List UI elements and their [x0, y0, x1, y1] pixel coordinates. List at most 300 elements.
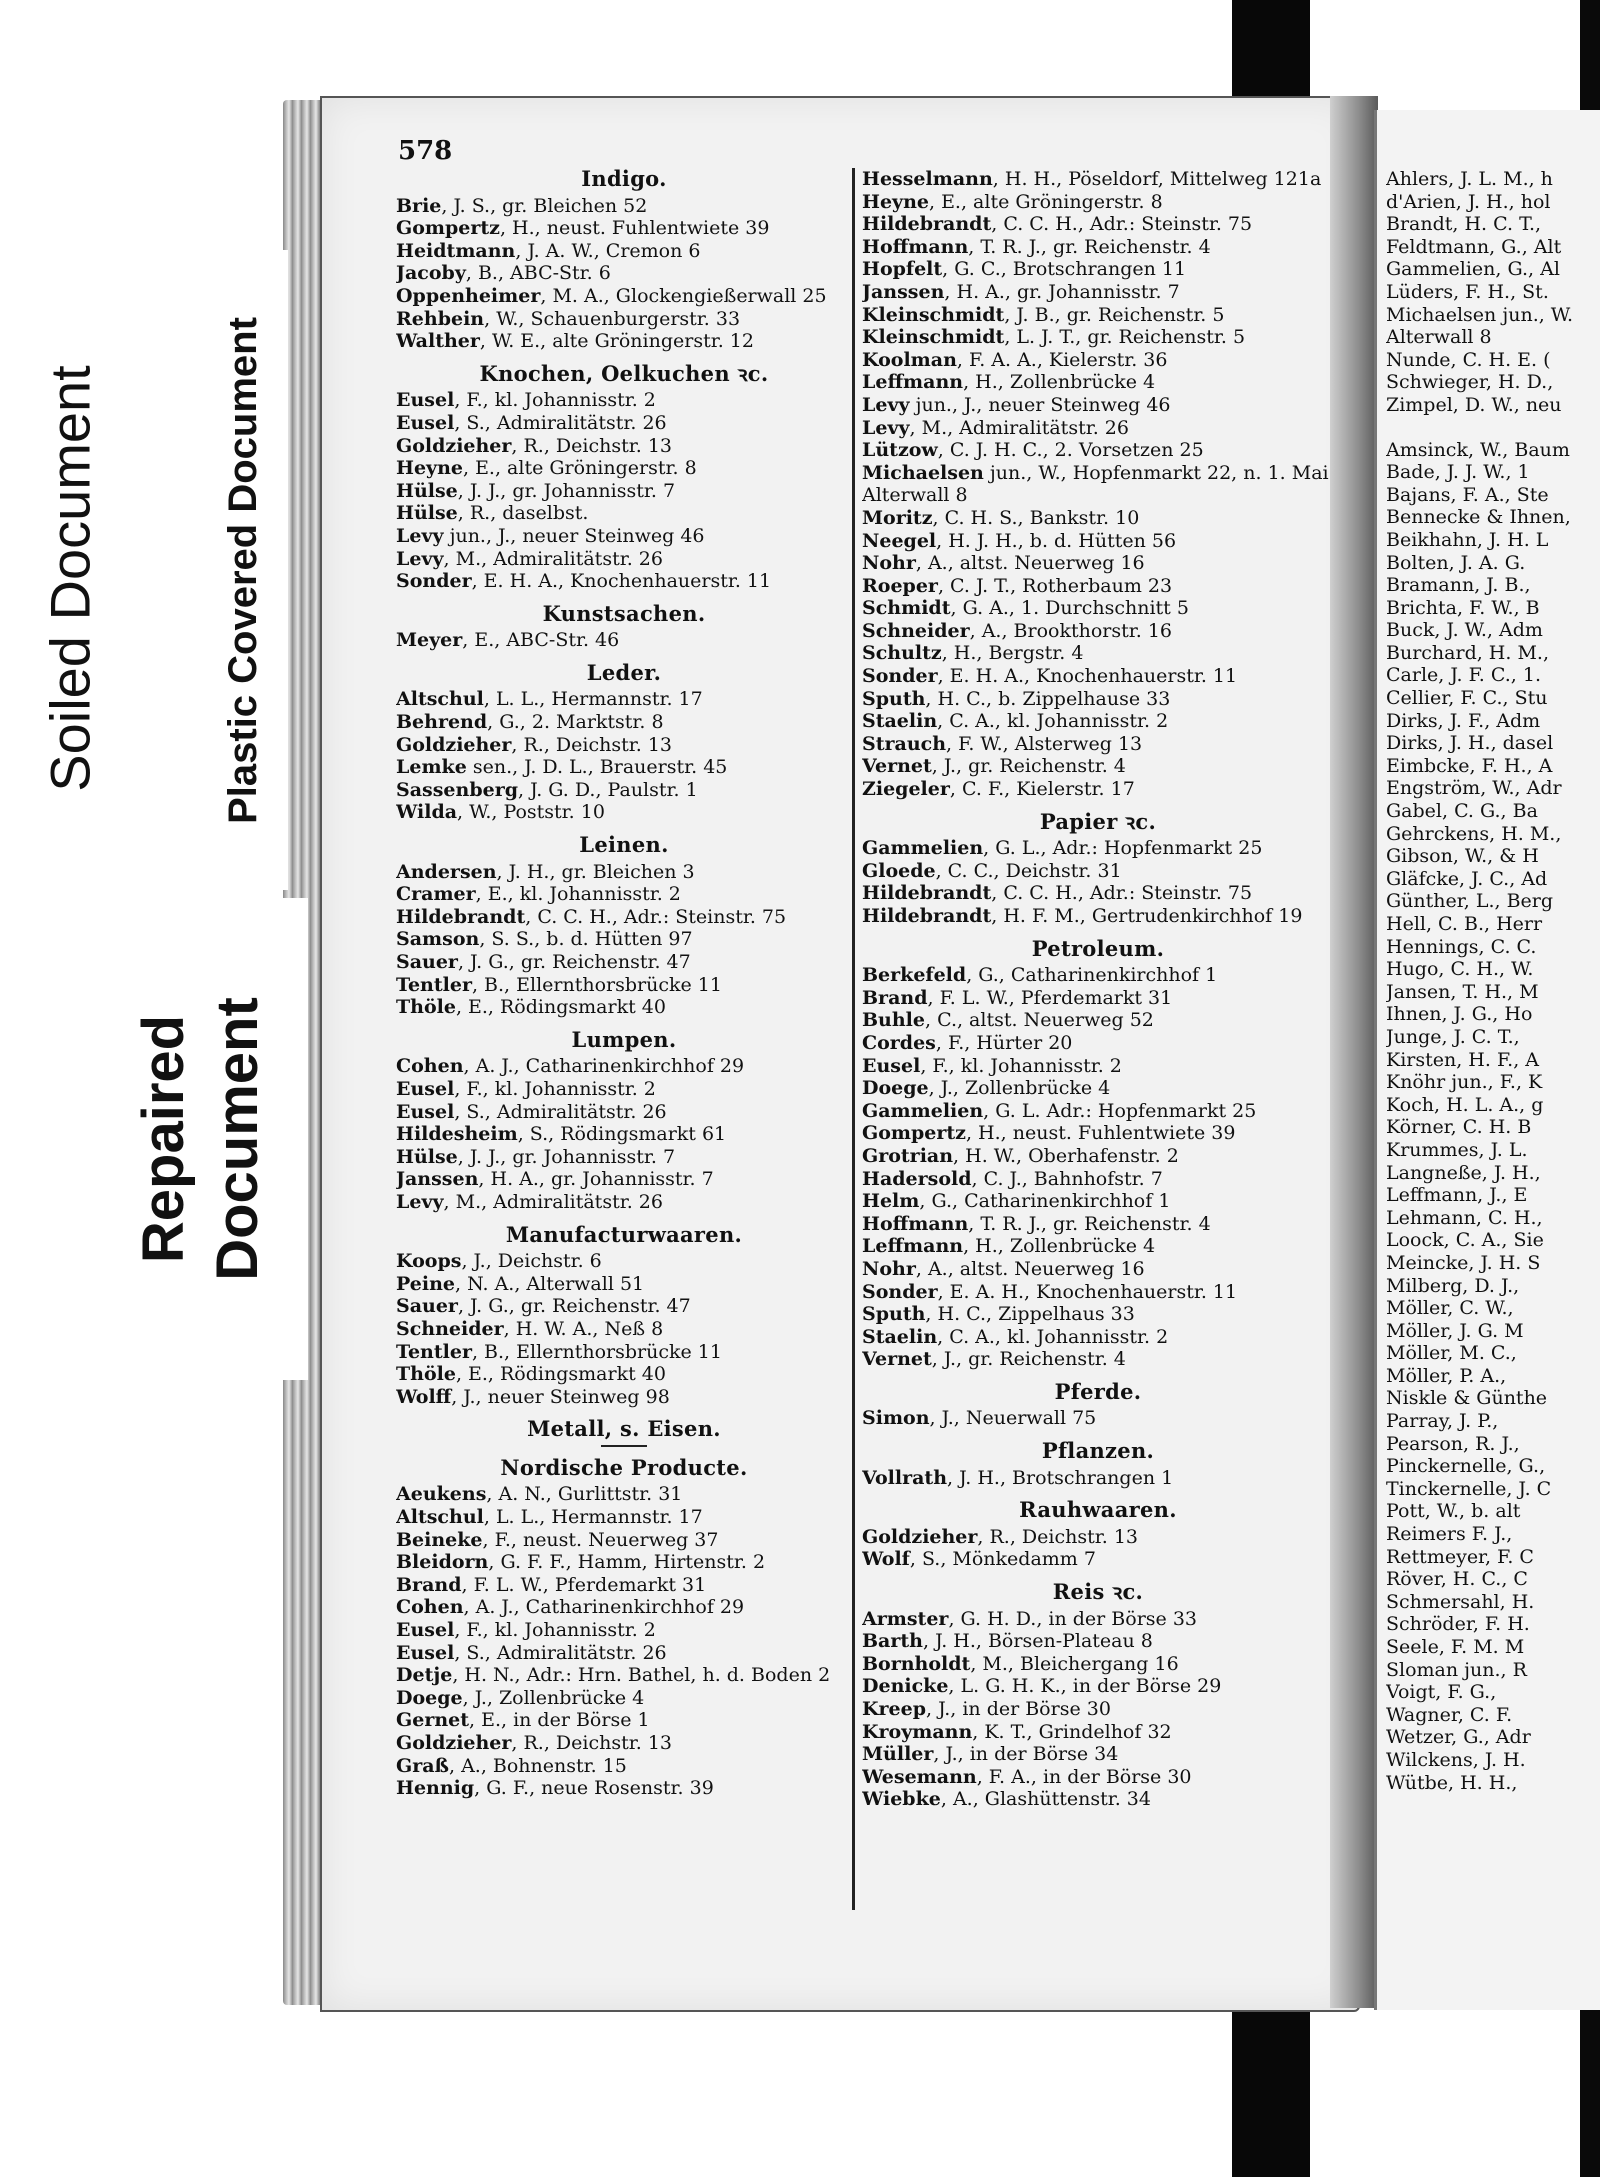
- directory-entry: Gabel, C. G., Ba: [1386, 800, 1538, 823]
- entry-details: , G., Catharinenkirchhof 1: [919, 1190, 1171, 1213]
- entry-details: , J. H., gr. Bleichen 3: [496, 860, 695, 883]
- directory-entry: [396, 974, 852, 997]
- entry-name: Eusel: [862, 1054, 921, 1077]
- entry-details: , G., 2. Marktstr. 8: [487, 711, 664, 734]
- entry-details: , M. A., Glockengießerwall 25: [540, 284, 827, 307]
- directory-entry: [396, 1777, 852, 1800]
- directory-entry: [862, 258, 1334, 281]
- entry-details: , G. L. Adr.: Hopfenmarkt 25: [983, 1099, 1257, 1122]
- entry-name: Wesemann: [862, 1765, 977, 1788]
- directory-entry: [862, 1032, 1334, 1055]
- directory-entry: Carle, J. F. C., 1.: [1386, 664, 1541, 687]
- directory-entry: Möller, C. W.,: [1386, 1297, 1514, 1320]
- entry-name: Neegel: [862, 529, 937, 552]
- section-heading: Reis ꝛc.: [1052, 1579, 1144, 1605]
- entry-name: Walther: [396, 330, 480, 353]
- entry-name: Doege: [396, 1686, 463, 1709]
- entry-details: , A., altst. Neuerweg 16: [915, 1257, 1145, 1280]
- directory-entry: Brichta, F. W., B: [1386, 596, 1540, 619]
- entry-name: Jacoby: [396, 262, 466, 285]
- directory-entry: [396, 1250, 852, 1273]
- entry-name: Lemke: [396, 756, 467, 779]
- directory-entry: [396, 1483, 852, 1506]
- entry-details: , F., kl. Johannisstr. 2: [454, 389, 656, 412]
- entry-details: , C. C. H., Adr.: Steinstr. 75: [525, 905, 787, 928]
- entry-details: , C. C., Deichstr. 31: [935, 859, 1122, 882]
- entry-details: , E., in der Börse 1: [469, 1709, 650, 1732]
- entry-details: , L. G. H. K., in der Börse 29: [948, 1675, 1222, 1698]
- entry-name: Hülse: [396, 479, 458, 502]
- directory-entry: Schröder, F. H.: [1386, 1613, 1530, 1636]
- entry-details: jun., W., Hopfenmarkt 22, n. 1. Mai: [983, 461, 1329, 484]
- entry-details: , S., Mönkedamm 7: [909, 1548, 1096, 1571]
- directory-entry: [396, 389, 852, 412]
- section-heading: Leinen.: [579, 832, 669, 858]
- directory-entry: [396, 240, 852, 263]
- entry-details: sen., J. D. L., Brauerstr. 45: [466, 756, 728, 779]
- entry-details: , J., in der Börse 30: [926, 1698, 1111, 1720]
- directory-entry: [862, 462, 1334, 485]
- entry-details: , N. A., Alterwall 51: [455, 1272, 645, 1295]
- directory-entry: [396, 570, 852, 593]
- entry-details: , H. F. M., Gertrudenkirchhof 19: [991, 905, 1303, 927]
- directory-entry: [396, 1318, 852, 1341]
- directory-entry: [862, 1303, 1334, 1326]
- directory-entry: [862, 1608, 1334, 1631]
- directory-entry: [862, 1281, 1334, 1304]
- directory-entry: [862, 1009, 1334, 1032]
- directory-entry: [862, 1766, 1334, 1789]
- entry-details: , J. G., gr. Reichenstr. 47: [457, 951, 691, 973]
- section-heading: Manufacturwaaren.: [505, 1221, 743, 1247]
- entry-name: Hennig: [396, 1777, 475, 1800]
- entry-name: Hildebrandt: [862, 882, 992, 905]
- entry-name: Aeukens: [396, 1483, 487, 1506]
- entry-details: , R., Deichstr. 13: [511, 434, 672, 457]
- directory-entry: Voigt, F. G.,: [1386, 1681, 1497, 1704]
- entry-details: , J., gr. Reichenstr. 4: [931, 1348, 1126, 1371]
- section-heading: Kunstsachen.: [542, 600, 706, 626]
- directory-entry: [862, 1653, 1334, 1676]
- directory-entry: [862, 1526, 1334, 1549]
- directory-entry: [862, 665, 1334, 688]
- directory-entry: Günther, L., Berg: [1386, 890, 1554, 913]
- entry-name: Goldzieher: [396, 733, 512, 756]
- entry-details: , S. S., b. d. Hütten 97: [479, 928, 693, 951]
- left-column: [396, 168, 852, 1800]
- entry-name: Goldzieher: [862, 1525, 978, 1548]
- entry-details: , J., Zollenbrücke 4: [462, 1686, 645, 1709]
- directory-entry: [396, 1146, 852, 1169]
- entry-details: , W. E., alte Gröningerstr. 12: [479, 330, 754, 353]
- directory-entry: [396, 734, 852, 757]
- entry-details: , R., Deichstr. 13: [511, 1732, 672, 1754]
- section-heading: Metall, s. Eisen.: [527, 1416, 721, 1442]
- entry-name: Armster: [862, 1607, 949, 1630]
- directory-entry: Zimpel, D. W., neu: [1386, 393, 1562, 416]
- entry-name: Simon: [862, 1407, 930, 1430]
- directory-entry: [862, 1055, 1334, 1078]
- directory-entry: [862, 778, 1334, 801]
- entry-name: Vollrath: [862, 1466, 948, 1489]
- entry-details: , J. J., gr. Johannisstr. 7: [457, 1145, 676, 1168]
- entry-details: , L. L., Hermannstr. 17: [483, 688, 703, 711]
- entry-name: Janssen: [396, 1168, 479, 1191]
- directory-entry: Röver, H. C., C: [1386, 1568, 1528, 1591]
- entry-details: , G. F. F., Hamm, Hirtenstr. 2: [488, 1551, 766, 1574]
- directory-entry: [396, 1506, 852, 1529]
- directory-entry: Bennecke & Ihnen,: [1386, 506, 1571, 529]
- entry-name: Sonder: [862, 1280, 938, 1303]
- entry-details: , E. H. A., Knochenhauerstr. 11: [937, 665, 1238, 688]
- entry-gap: [1386, 417, 1600, 439]
- directory-entry: [862, 191, 1334, 214]
- directory-entry: [862, 417, 1334, 440]
- directory-entry: Gammelien, G., Al: [1386, 258, 1560, 281]
- entry-details: Alterwall 8: [862, 484, 968, 507]
- entry-name: Tentler: [396, 973, 472, 996]
- plastic-covered-label: [198, 250, 288, 890]
- directory-entry: Wilckens, J. H.: [1386, 1748, 1526, 1771]
- entry-details: , F., Hürter 20: [935, 1031, 1073, 1054]
- directory-entry: Ahlers, J. L. M., h: [1386, 168, 1553, 190]
- directory-entry: [396, 502, 852, 525]
- entry-name: Levy: [396, 1190, 444, 1213]
- entry-details: , J., Neuerwall 75: [929, 1407, 1097, 1430]
- entry-name: Beineke: [396, 1528, 483, 1551]
- directory-entry: Hugo, C. H., W.: [1386, 958, 1534, 981]
- directory-entry: Lüders, F. H., St.: [1386, 280, 1549, 303]
- directory-entry: [862, 552, 1334, 575]
- entry-details: , G. A., 1. Durchschnitt 5: [950, 597, 1189, 620]
- directory-entry: Reimers F. J.,: [1386, 1523, 1513, 1546]
- entry-details: , J. H., Börsen-Plateau 8: [922, 1630, 1153, 1653]
- entry-details: jun., J., neuer Steinweg 46: [443, 524, 705, 547]
- directory-entry: [396, 435, 852, 458]
- directory-entry: [396, 1642, 852, 1665]
- directory-entry: [862, 733, 1334, 756]
- column-divider: [852, 168, 855, 1910]
- directory-entry: [862, 439, 1334, 462]
- entry-name: Doege: [862, 1077, 929, 1100]
- section-heading: Petroleum.: [1031, 935, 1165, 961]
- entry-details: , A. J., Catharinenkirchhof 29: [463, 1596, 745, 1619]
- directory-entry: [396, 1664, 852, 1687]
- directory-entry: [396, 285, 852, 308]
- entry-details: , E. H. A., Knochenhauerstr. 11: [471, 570, 772, 593]
- entry-name: Wiebke: [862, 1788, 941, 1811]
- entry-details: , S., Admiralitätstr. 26: [454, 1100, 667, 1123]
- repaired-document-label: [94, 898, 308, 1380]
- directory-entry: [396, 480, 852, 503]
- entry-details: , A., Bohnenstr. 15: [448, 1754, 627, 1777]
- entry-details: , J. H., Brotschrangen 1: [947, 1466, 1174, 1489]
- entry-details: , L. L., Hermannstr. 17: [483, 1506, 703, 1529]
- entry-details: , C. A., kl. Johannisstr. 2: [937, 710, 1169, 733]
- directory-entry: [862, 168, 1334, 191]
- entry-details: , J. B., gr. Reichenstr. 5: [1004, 303, 1225, 326]
- entry-name: Barth: [862, 1630, 923, 1653]
- directory-entry: Nunde, C. H. E. (: [1386, 348, 1551, 371]
- entry-name: Staelin: [862, 1325, 938, 1348]
- directory-entry: Alterwall 8: [1386, 326, 1492, 349]
- directory-entry: Milberg, D. J.,: [1386, 1274, 1520, 1297]
- directory-entry: Gehrckens, H. M.,: [1386, 822, 1562, 845]
- directory-entry: [862, 837, 1334, 860]
- entry-name: Bleidorn: [396, 1551, 489, 1574]
- directory-entry: [862, 1213, 1334, 1236]
- directory-entry: [862, 1235, 1334, 1258]
- entry-details: , J. G. D., Paulstr. 1: [518, 778, 698, 801]
- entry-details: , J. A. W., Cremon 6: [515, 239, 701, 262]
- directory-entry: Hennings, C. C.: [1386, 935, 1537, 958]
- directory-entry: [862, 1721, 1334, 1744]
- entry-name: Behrend: [396, 711, 488, 734]
- entry-name: Sauer: [396, 1295, 458, 1318]
- entry-name: Kreep: [862, 1698, 926, 1720]
- directory-entry: [396, 1055, 852, 1078]
- directory-entry: [862, 905, 1334, 928]
- plastic-covered-text: Plastic Covered Document: [220, 316, 265, 824]
- entry-name: Gloede: [862, 859, 936, 882]
- heading-rule: [601, 1445, 647, 1447]
- directory-entry: [396, 779, 852, 802]
- directory-entry: [396, 1168, 852, 1191]
- directory-entry: [396, 217, 852, 240]
- directory-entry: [862, 964, 1334, 987]
- entry-details: , R., Deichstr. 13: [977, 1525, 1138, 1548]
- entry-name: Ziegeler: [862, 778, 950, 801]
- directory-entry: [862, 710, 1334, 733]
- soiled-document-text: Soiled Document: [38, 364, 102, 792]
- directory-entry: [862, 213, 1334, 236]
- entry-name: Sputh: [862, 1303, 926, 1326]
- entry-details: , K. T., Grindelhof 32: [972, 1720, 1172, 1743]
- entry-details: , M., Admiralitätstr. 26: [443, 1190, 663, 1213]
- directory-entry: Junge, J. C. T.,: [1386, 1025, 1520, 1048]
- entry-name: Graß: [396, 1754, 449, 1777]
- directory-entry: Buck, J. W., Adm: [1386, 619, 1543, 642]
- directory-entry: [862, 326, 1334, 349]
- section-heading: Lumpen.: [571, 1026, 677, 1052]
- directory-entry: Beikhahn, J. H. L: [1386, 528, 1549, 551]
- entry-name: Wolff: [396, 1385, 452, 1408]
- entry-name: Gammelien: [862, 837, 984, 860]
- entry-name: Eusel: [396, 389, 455, 412]
- directory-entry: [396, 1295, 852, 1318]
- entry-details: , T. R. J., gr. Reichenstr. 4: [968, 235, 1211, 258]
- directory-entry: [396, 1551, 852, 1574]
- entry-name: Kleinschmidt: [862, 326, 1005, 349]
- directory-entry: Wetzer, G., Adr: [1386, 1726, 1531, 1749]
- directory-entry: [396, 308, 852, 331]
- entry-name: Goldzieher: [396, 1732, 512, 1754]
- directory-entry: Koch, H. L. A., g: [1386, 1093, 1544, 1116]
- entry-name: Sonder: [862, 665, 938, 688]
- right-column: [862, 168, 1334, 1811]
- entry-name: Gammelien: [862, 1099, 984, 1122]
- directory-entry: Körner, C. H. B: [1386, 1116, 1532, 1139]
- directory-entry: Möller, M. C.,: [1386, 1342, 1517, 1365]
- entry-name: Wolf: [862, 1548, 910, 1571]
- directory-entry: [396, 548, 852, 571]
- section-heading: Indigo.: [581, 166, 667, 191]
- directory-entry: Eimbcke, F. H., A: [1386, 754, 1553, 777]
- entry-name: Cohen: [396, 1055, 464, 1078]
- directory-entry: [862, 882, 1334, 905]
- entry-details: , J. J., gr. Johannisstr. 7: [457, 479, 676, 502]
- entry-details: , B., Ellernthorsbrücke 11: [471, 1340, 722, 1363]
- directory-entry: Wagner, C. F.: [1386, 1703, 1513, 1726]
- entry-name: Schneider: [396, 1317, 504, 1340]
- directory-entry: [862, 987, 1334, 1010]
- entry-name: Altschul: [396, 688, 484, 711]
- directory-entry: Schmersahl, H.: [1386, 1590, 1535, 1613]
- entry-name: Hoffmann: [862, 235, 969, 258]
- entry-name: Levy: [396, 547, 444, 570]
- section-heading: Knochen, Oelkuchen ꝛc.: [479, 360, 769, 386]
- entry-name: Nohr: [862, 1257, 916, 1280]
- repaired-line-1: Repaired: [131, 1014, 197, 1264]
- entry-details: , H., Zollenbrücke 4: [963, 371, 1156, 394]
- entry-details: , B., Ellernthorsbrücke 11: [471, 973, 722, 996]
- entry-name: Levy: [862, 416, 910, 439]
- directory-entry: Pinckernelle, G.,: [1386, 1455, 1546, 1478]
- directory-entry: Möller, J. G. M: [1386, 1319, 1524, 1342]
- directory-entry: [396, 756, 852, 779]
- entry-details: , L. J. T., gr. Reichenstr. 5: [1004, 326, 1246, 349]
- entry-details: , C. F., Kielerstr. 17: [949, 778, 1135, 801]
- directory-entry: [396, 1596, 852, 1619]
- directory-entry: Brandt, H. C. T.,: [1386, 213, 1542, 236]
- soiled-document-label: [22, 248, 118, 908]
- entry-details: , E., kl. Johannisstr. 2: [475, 883, 681, 906]
- entry-details: , E., alte Gröningerstr. 8: [928, 190, 1163, 213]
- entry-name: Sauer: [396, 951, 458, 973]
- directory-entry: Tinckernelle, J. C: [1386, 1477, 1552, 1500]
- directory-entry: Cellier, F. C., Stu: [1386, 687, 1548, 710]
- entry-details: , J., gr. Reichenstr. 4: [931, 755, 1126, 778]
- entry-name: Staelin: [862, 710, 938, 733]
- directory-entry: Parray, J. P.,: [1386, 1410, 1499, 1433]
- entry-name: Eusel: [396, 1077, 455, 1100]
- entry-details: , C. C. H., Adr.: Steinstr. 75: [991, 882, 1253, 905]
- directory-entry: [396, 1709, 852, 1732]
- directory-entry: Gläfcke, J. C., Ad: [1386, 867, 1548, 890]
- directory-entry: d'Arien, J. H., hol: [1386, 190, 1551, 213]
- entry-name: Hülse: [396, 502, 458, 525]
- entry-name: Müller: [862, 1743, 934, 1766]
- entry-name: Hoffmann: [862, 1212, 969, 1235]
- directory-entry: [396, 1619, 852, 1642]
- entry-name: Heyne: [396, 457, 463, 480]
- entry-name: Brie: [396, 194, 442, 217]
- directory-entry: [862, 1168, 1334, 1191]
- entry-details: , C., altst. Neuerweg 52: [925, 1009, 1154, 1032]
- entry-name: Schultz: [862, 642, 942, 665]
- entry-details: , M., Admiralitätstr. 26: [443, 547, 663, 570]
- entry-name: Roeper: [862, 574, 938, 597]
- directory-entry: [396, 928, 852, 951]
- directory-entry: [396, 330, 852, 353]
- entry-details: , F., kl. Johannisstr. 2: [454, 1077, 656, 1100]
- directory-entry: [396, 1078, 852, 1101]
- directory-entry: Schwieger, H. D.,: [1386, 371, 1554, 394]
- entry-name: Thöle: [396, 1363, 456, 1386]
- directory-entry: [862, 597, 1334, 620]
- entry-name: Detje: [396, 1664, 453, 1687]
- directory-entry: [396, 906, 852, 929]
- entry-name: Michaelsen: [862, 461, 984, 484]
- directory-entry: Burchard, H. M.,: [1386, 641, 1549, 664]
- directory-entry: [862, 1100, 1334, 1123]
- directory-entry: Bramann, J. B.,: [1386, 574, 1531, 597]
- entry-name: Peine: [396, 1272, 455, 1295]
- directory-entry: [396, 457, 852, 480]
- entry-details: , E., Rödingsmarkt 40: [455, 1363, 666, 1386]
- directory-entry: Michaelsen jun., W.: [1386, 303, 1574, 326]
- entry-name: Altschul: [396, 1506, 484, 1529]
- entry-name: Rehbein: [396, 307, 485, 330]
- entry-name: Moritz: [862, 506, 933, 529]
- directory-entry: [862, 1407, 1334, 1430]
- directory-entry: [396, 1341, 852, 1364]
- directory-entry: [862, 349, 1334, 372]
- directory-entry: [396, 1529, 852, 1552]
- entry-details: , G. C., Brotschrangen 11: [942, 258, 1187, 281]
- directory-entry: [862, 860, 1334, 883]
- entry-name: Strauch: [862, 732, 947, 755]
- directory-entry: Meincke, J. H. S: [1386, 1251, 1541, 1274]
- directory-entry: Dirks, J. H., dasel: [1386, 732, 1554, 755]
- directory-entry: Sloman jun., R: [1386, 1658, 1527, 1681]
- directory-entry: Wütbe, H. H.,: [1386, 1771, 1518, 1794]
- directory-entry: [396, 1123, 852, 1146]
- entry-name: Grotrian: [862, 1144, 954, 1167]
- entry-details: , H., neust. Fuhlentwiete 39: [499, 217, 770, 240]
- entry-details: , S., Admiralitätstr. 26: [454, 411, 667, 434]
- entry-details: , F., kl. Johannisstr. 2: [454, 1619, 656, 1642]
- directory-entry: Loock, C. A., Sie: [1386, 1229, 1544, 1252]
- directory-entry: [396, 412, 852, 435]
- directory-entry: Pott, W., b. alt: [1386, 1500, 1521, 1523]
- directory-entry: [396, 1574, 852, 1597]
- entry-details: , H. W., Oberhafenstr. 2: [953, 1144, 1179, 1167]
- entry-name: Eusel: [396, 1100, 455, 1123]
- repaired-line-2: Document: [205, 997, 271, 1281]
- directory-entry: [862, 1788, 1334, 1811]
- directory-entry: [862, 1348, 1334, 1371]
- entry-name: Levy: [862, 393, 910, 416]
- entry-name: Buhle: [862, 1009, 925, 1032]
- directory-entry: Kirsten, H. F., A: [1386, 1048, 1540, 1071]
- section-heading: Leder.: [586, 659, 662, 685]
- entry-details: , G. F., neue Rosenstr. 39: [474, 1777, 714, 1800]
- directory-entry: Langneße, J. H.,: [1386, 1161, 1541, 1184]
- entry-details: , G., Catharinenkirchhof 1: [966, 964, 1218, 987]
- directory-entry: [862, 530, 1334, 553]
- entry-details: , G. L., Adr.: Hopfenmarkt 25: [983, 837, 1263, 860]
- entry-details: , F. A., in der Börse 30: [976, 1765, 1192, 1788]
- entry-details: , C. A., kl. Johannisstr. 2: [937, 1325, 1169, 1348]
- directory-entry: Krummes, J. L.: [1386, 1138, 1528, 1161]
- directory-entry: [396, 1755, 852, 1778]
- entry-name: Denicke: [862, 1675, 949, 1698]
- entry-details: , A., Glashüttenstr. 34: [940, 1788, 1151, 1811]
- entry-name: Cordes: [862, 1031, 936, 1054]
- entry-details: , H., neust. Fuhlentwiete 39: [965, 1122, 1236, 1145]
- directory-entry: [862, 1630, 1334, 1653]
